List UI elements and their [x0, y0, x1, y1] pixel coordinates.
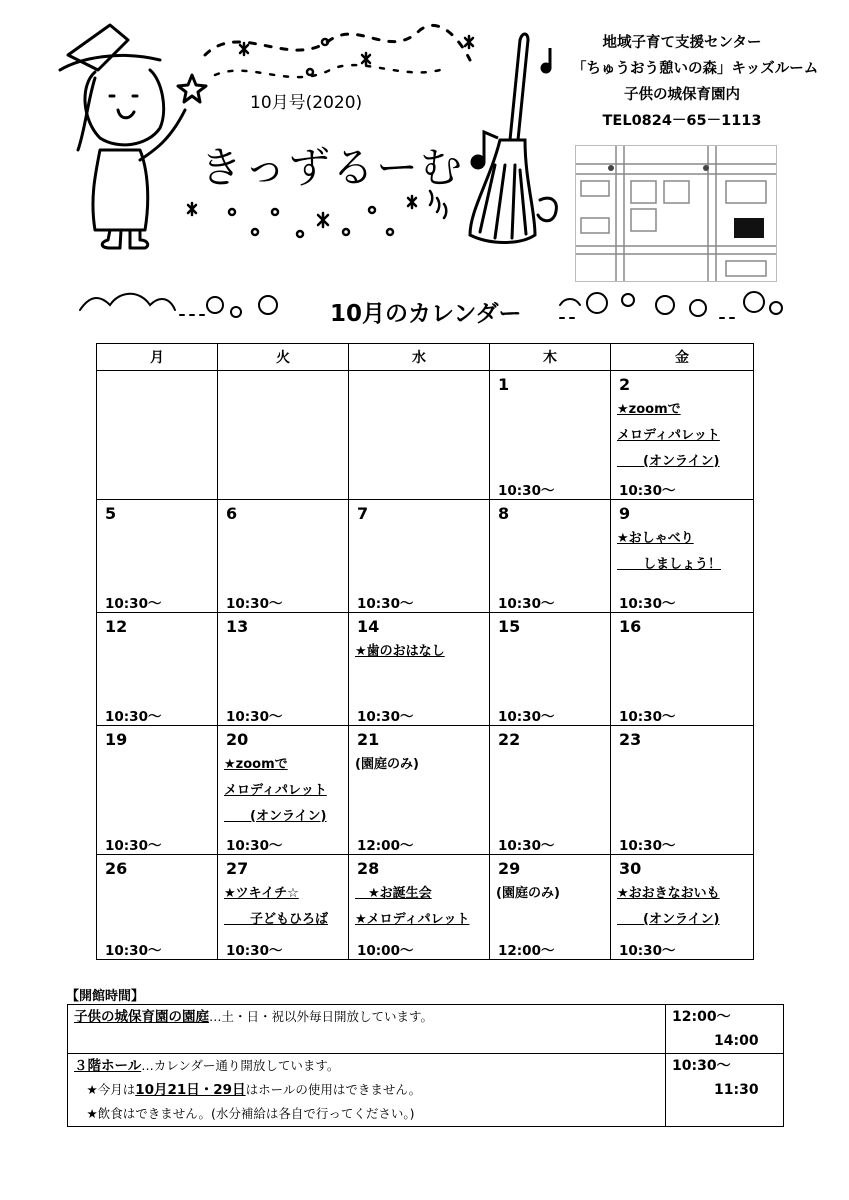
- event-text: ★ツキイチ☆: [224, 886, 299, 901]
- calendar-day-cell: [97, 371, 218, 500]
- calendar-day-cell: [97, 726, 218, 855]
- weekday-header: 金: [611, 344, 754, 371]
- weekday-header: 木: [490, 344, 611, 371]
- hours-text: はホールの使用はできません。: [245, 1082, 422, 1097]
- day-number: 9: [619, 504, 631, 523]
- event-text: (オンライン): [617, 912, 720, 927]
- calendar-table: [96, 343, 754, 960]
- event-text: ★メロディパレット: [355, 912, 470, 927]
- event-text: 子どもひろば: [224, 912, 329, 927]
- hours-line: [74, 1078, 665, 1102]
- map-graphic: [576, 146, 776, 281]
- event-time: 10:30～: [619, 943, 676, 959]
- hours-text: ★今月は: [74, 1082, 136, 1097]
- calendar-day-cell: [611, 855, 754, 960]
- calendar-week-row: [97, 613, 754, 726]
- calendar-day-cell: [218, 855, 349, 960]
- event-text: (オンライン): [224, 809, 327, 824]
- day-number: 14: [357, 617, 380, 636]
- calendar-day-cell: [97, 855, 218, 960]
- event-time: 10:30～: [357, 709, 414, 725]
- event-list: [617, 881, 749, 933]
- day-number: 6: [226, 504, 238, 523]
- day-number: 30: [619, 859, 642, 878]
- event-text: ★おしゃべり: [617, 531, 694, 546]
- calendar-day-cell: [490, 726, 611, 855]
- event-time: 10:30～: [498, 838, 555, 854]
- hours-line: [74, 1054, 665, 1078]
- event-time: 10:30～: [619, 838, 676, 854]
- calendar-week-row: [97, 726, 754, 855]
- event-text: ★おおきなおいも: [617, 886, 720, 901]
- day-number: 26: [105, 859, 128, 878]
- day-number: 15: [498, 617, 521, 636]
- hours-time-cell: [666, 1054, 784, 1127]
- event-text: ★zoomで: [224, 757, 288, 772]
- event-list: [224, 752, 344, 830]
- event-time: 10:30～: [226, 943, 283, 959]
- day-number: 13: [226, 617, 249, 636]
- event-time: 10:30～: [619, 483, 676, 499]
- event-time: 12:00～: [357, 838, 414, 854]
- hours-highlight: 10月21日・29日: [135, 1082, 246, 1098]
- calendar-day-cell: [218, 500, 349, 613]
- day-number: 16: [619, 617, 642, 636]
- hours-time: 12:00～: [672, 1009, 731, 1025]
- day-number: 28: [357, 859, 380, 878]
- event-time: 10:30～: [498, 483, 555, 499]
- calendar-day-cell: [490, 500, 611, 613]
- hours-line: [74, 1102, 665, 1126]
- phone-number: TEL0824－65－1113: [602, 113, 762, 129]
- hours-description-cell: [68, 1005, 666, 1054]
- event-text: (園庭のみ): [355, 757, 419, 772]
- event-list: [355, 752, 485, 778]
- calendar-day-cell: [349, 371, 490, 500]
- hours-row: [68, 1005, 784, 1054]
- event-time: 10:30～: [619, 596, 676, 612]
- calendar-title: 10月のカレンダー: [330, 301, 522, 327]
- day-number: 8: [498, 504, 510, 523]
- day-number: 27: [226, 859, 249, 878]
- event-time: 10:30～: [498, 596, 555, 612]
- event-time: 10:30～: [105, 709, 162, 725]
- day-number: 21: [357, 730, 380, 749]
- day-number: 7: [357, 504, 369, 523]
- day-number: 5: [105, 504, 117, 523]
- calendar-day-cell: [218, 613, 349, 726]
- calendar-day-cell: [611, 613, 754, 726]
- event-list: [496, 881, 606, 907]
- weekday-header-row: [97, 344, 754, 371]
- weekday-header: 月: [97, 344, 218, 371]
- weekday-header: 水: [349, 344, 490, 371]
- calendar-day-cell: [218, 726, 349, 855]
- hours-text: …土・日・祝以外毎日開放しています。: [209, 1009, 434, 1024]
- hours-time: 11:30: [672, 1082, 759, 1098]
- hours-table: [67, 1004, 784, 1127]
- day-number: 23: [619, 730, 642, 749]
- day-number: 29: [498, 859, 521, 878]
- calendar-day-cell: [97, 613, 218, 726]
- day-number: 2: [619, 375, 631, 394]
- calendar-day-cell: [349, 613, 490, 726]
- event-time: 10:30～: [105, 596, 162, 612]
- center-info-line: 子供の城保育園内: [624, 87, 740, 103]
- center-info-line: 地域子育て支援センター: [602, 35, 762, 51]
- hours-time-cell: [666, 1005, 784, 1054]
- calendar-day-cell: [218, 371, 349, 500]
- calendar-day-cell: [349, 855, 490, 960]
- hours-line: [74, 1005, 665, 1029]
- event-text: ★zoomで: [617, 402, 681, 417]
- hours-text: ★飲食はできません。(水分補給は各自で行ってください。): [74, 1106, 415, 1121]
- event-time: 12:00～: [498, 943, 555, 959]
- hours-row: [68, 1054, 784, 1127]
- hours-time: 10:30～: [672, 1058, 731, 1074]
- event-list: [617, 526, 749, 578]
- event-text: (園庭のみ): [496, 886, 560, 901]
- location-map: [575, 145, 777, 282]
- hours-description-cell: [68, 1054, 666, 1127]
- event-time: 10:30～: [226, 596, 283, 612]
- day-number: 12: [105, 617, 128, 636]
- weekday-header: 火: [218, 344, 349, 371]
- center-info: [572, 30, 819, 134]
- event-list: [355, 639, 485, 665]
- hours-highlight: 子供の城保育園の園庭: [74, 1009, 209, 1025]
- event-text: ★歯のおはなし: [355, 644, 445, 659]
- event-time: 10:30～: [105, 943, 162, 959]
- issue-label: 10月号(2020): [250, 93, 363, 113]
- event-time: 10:30～: [105, 838, 162, 854]
- hours-time: 14:00: [672, 1033, 759, 1049]
- calendar-day-cell: [349, 726, 490, 855]
- event-time: 10:30～: [619, 709, 676, 725]
- event-text: ★お誕生会: [355, 886, 432, 901]
- event-text: メロディパレット: [617, 428, 720, 443]
- hours-label: 【開館時間】: [66, 989, 145, 1004]
- calendar-day-cell: [611, 371, 754, 500]
- event-text: しましょう！: [617, 557, 722, 572]
- witch-illustration: [60, 25, 206, 248]
- day-number: 20: [226, 730, 249, 749]
- newsletter-title: きっずるーむ: [200, 143, 465, 192]
- event-time: 10:30～: [226, 709, 283, 725]
- calendar-day-cell: [490, 613, 611, 726]
- day-number: 19: [105, 730, 128, 749]
- event-list: [224, 881, 344, 933]
- center-info-line: 「ちゅうおう憩いの森」キッズルーム: [572, 61, 819, 77]
- calendar-week-row: [97, 855, 754, 960]
- calendar-day-cell: [490, 371, 611, 500]
- calendar-day-cell: [490, 855, 611, 960]
- calendar-day-cell: [611, 500, 754, 613]
- calendar-week-row: [97, 371, 754, 500]
- hours-text: …カレンダー通り開放しています。: [141, 1058, 340, 1073]
- calendar-day-cell: [611, 726, 754, 855]
- event-text: メロディパレット: [224, 783, 327, 798]
- event-list: [617, 397, 749, 475]
- day-number: 1: [498, 375, 510, 394]
- hours-highlight: ３階ホール: [74, 1058, 142, 1074]
- event-time: 10:30～: [498, 709, 555, 725]
- sparkle-trail-lower: [215, 65, 440, 77]
- event-time: 10:00～: [357, 943, 414, 959]
- event-list: [355, 881, 485, 933]
- event-text: (オンライン): [617, 454, 720, 469]
- event-time: 10:30～: [357, 596, 414, 612]
- calendar-week-row: [97, 500, 754, 613]
- calendar-day-cell: [349, 500, 490, 613]
- event-time: 10:30～: [226, 838, 283, 854]
- day-number: 22: [498, 730, 521, 749]
- calendar-day-cell: [97, 500, 218, 613]
